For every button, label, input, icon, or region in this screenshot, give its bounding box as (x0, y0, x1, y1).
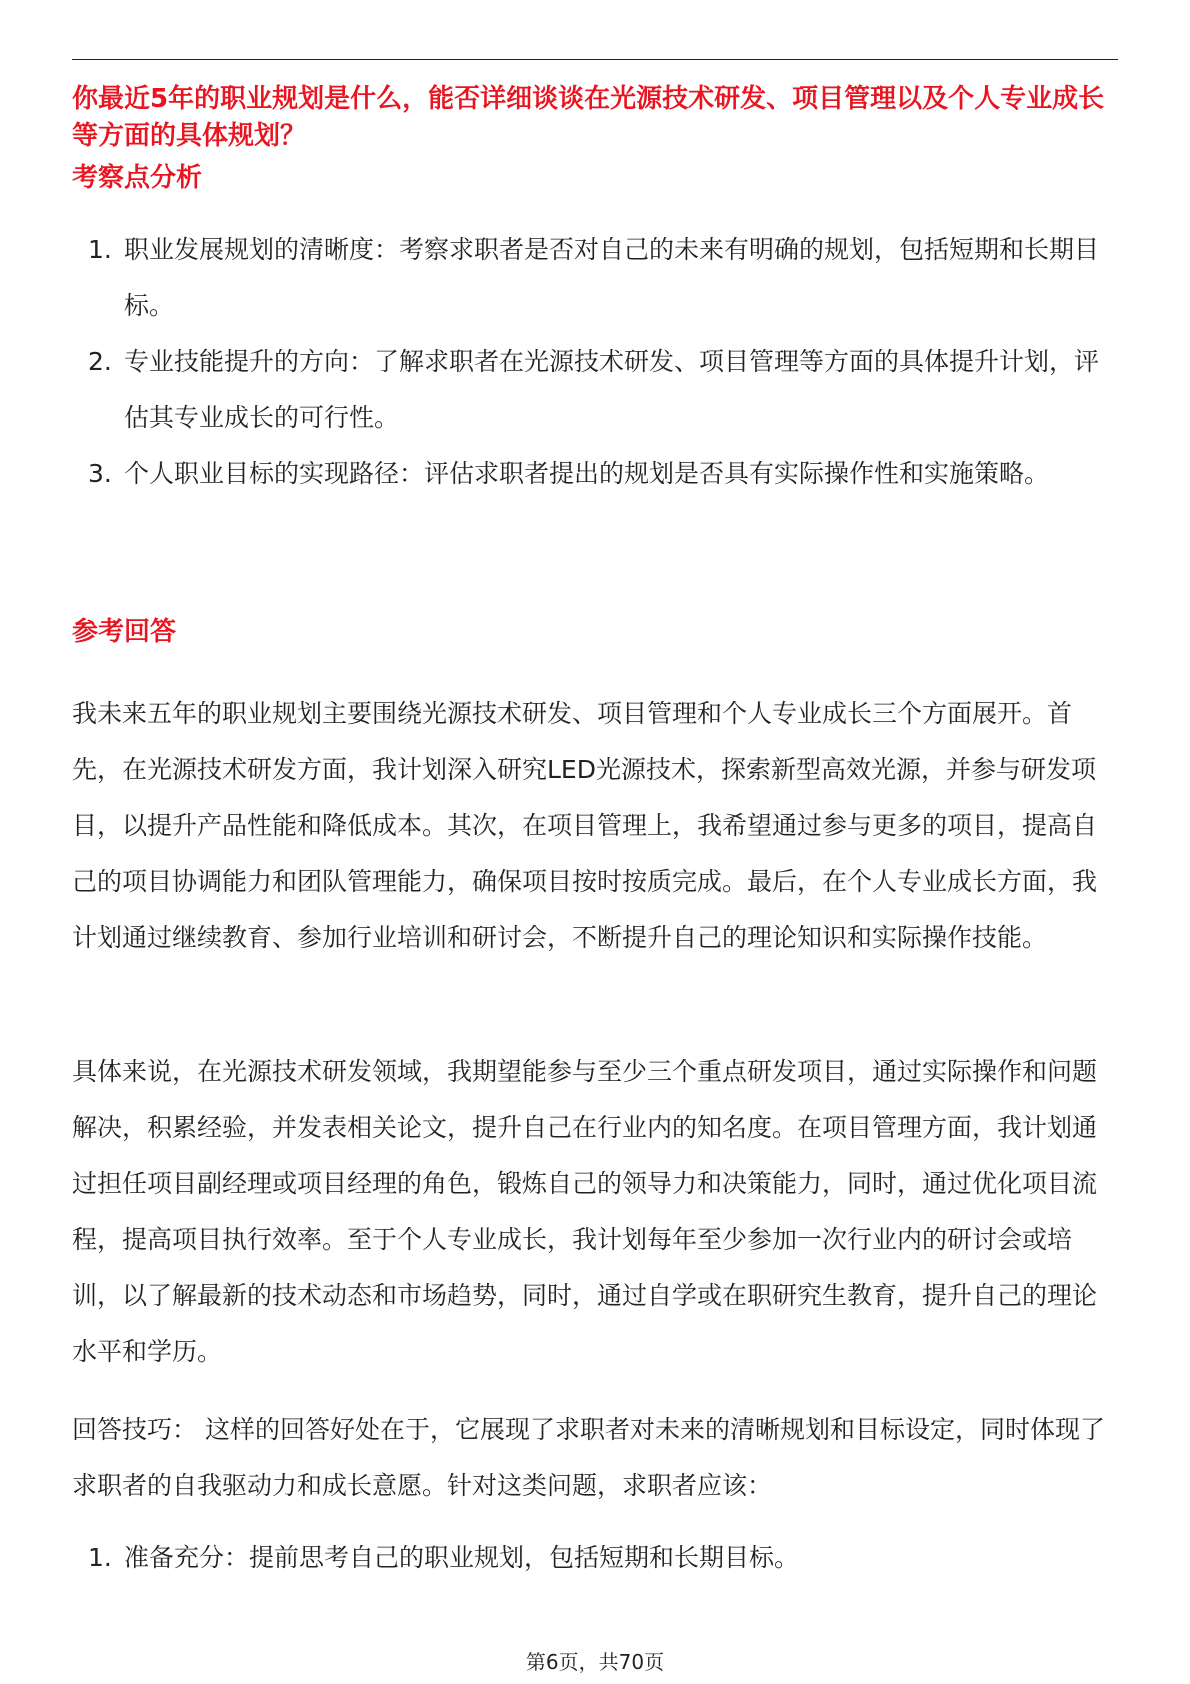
list-item (72, 446, 1118, 502)
answer-heading: 参考回答 (72, 617, 177, 647)
list-text: 准备充分：提前思考自己的职业规划，包括短期和长期目标。 (124, 1543, 800, 1572)
list-number: 2. (88, 347, 112, 376)
list-number: 1. (88, 1543, 112, 1572)
list-text: 职业发展规划的清晰度：考察求职者是否对自己的未来有明确的规划，包括短期和长期目标。 (124, 235, 1100, 320)
list-text: 个人职业目标的实现路径：评估求职者提出的规划是否具有实际操作性和实施策略。 (124, 459, 1050, 488)
top-divider (72, 59, 1118, 60)
answer-paragraph-1: 我未来五年的职业规划主要围绕光源技术研发、项目管理和个人专业成长三个方面展开。首先，在光源技术研发方面，我计划深入研究LED光源技术，探索新型高效光源，并参与研发项目，以提升产品性能和降低成本。其次，在项目管理上，我希望通过参与更多的项目，提高自己的项目协调能力和团队管理能力，确保项目按时按质完成。最后，在个人专业成长方面，我计划通过继续教育、参加行业培训和研讨会，不断提升自己的理论知识和实际操作技能。 (72, 699, 1098, 952)
list-item (72, 1530, 1118, 1586)
analysis-list (72, 222, 1118, 502)
page-footer: 第6页，共70页 (525, 1650, 665, 1674)
list-item (72, 222, 1118, 334)
answer-tips-paragraph: 回答技巧： 这样的回答好处在于，它展现了求职者对未来的清晰规划和目标设定，同时体现了求职者的自我驱动力和成长意愿。针对这类问题，求职者应该： (72, 1415, 1105, 1500)
answer-paragraph-2: 具体来说，在光源技术研发领域，我期望能参与至少三个重点研发项目，通过实际操作和问题解决，积累经验，并发表相关论文，提升自己在行业内的知名度。在项目管理方面，我计划通过担任项目副经理或项目经理的角色，锻炼自己的领导力和决策能力，同时，通过优化项目流程，提高项目执行效率。至于个人专业成长，我计划每年至少参加一次行业内的研讨会或培训，以了解最新的技术动态和市场趋势，同时，通过自学或在职研究生教育，提升自己的理论水平和学历。 (72, 1057, 1098, 1366)
question-title: 你最近5年的职业规划是什么，能否详细谈谈在光源技术研发、项目管理以及个人专业成长等方面的具体规划？ (72, 84, 1105, 151)
list-text: 专业技能提升的方向：了解求职者在光源技术研发、项目管理等方面的具体提升计划，评估其专业成长的可行性。 (124, 347, 1100, 432)
list-number: 3. (88, 459, 112, 488)
analysis-heading: 考察点分析 (72, 163, 203, 193)
tips-list (72, 1530, 1118, 1586)
list-number: 1. (88, 235, 112, 264)
list-item (72, 334, 1118, 446)
